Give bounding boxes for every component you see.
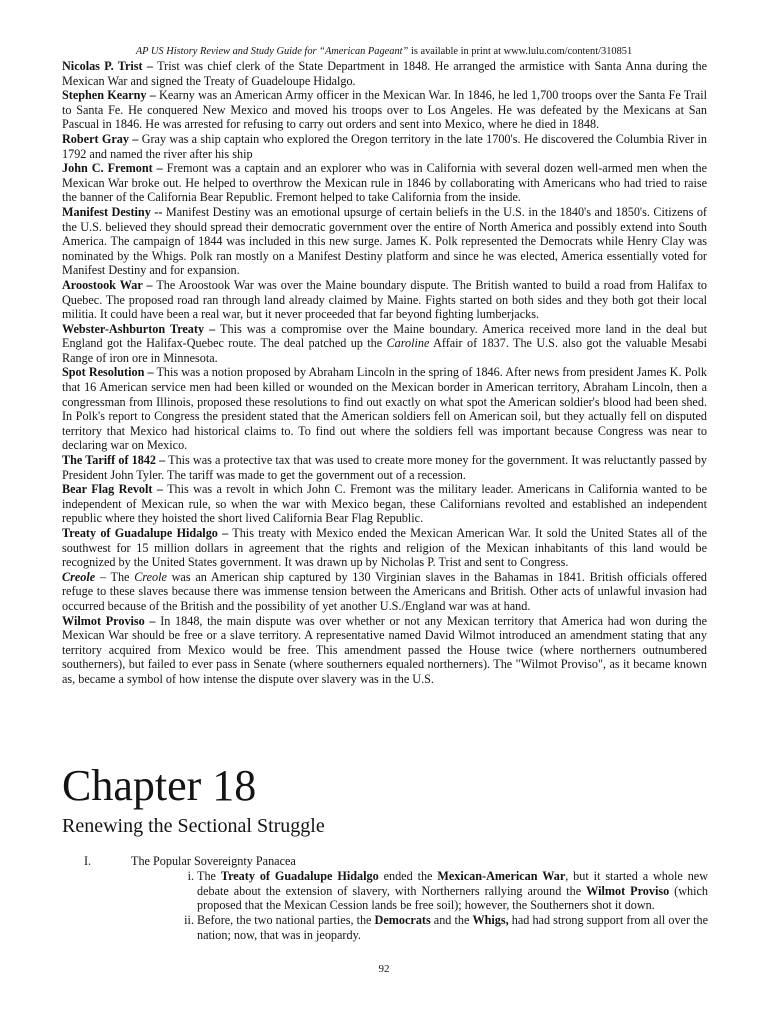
entry-italic-ship-name: Creole xyxy=(134,569,167,584)
entry-term-dash: – The xyxy=(95,569,135,584)
entry-manifest-destiny xyxy=(62,205,707,278)
entry-webster-ashburton-treaty xyxy=(62,322,707,366)
outline-item xyxy=(174,869,708,913)
chapter-title: Chapter 18 xyxy=(62,761,257,810)
outline-item-number: i. xyxy=(187,869,194,883)
entry-definition: Gray was a ship captain who explored the Oregon territory in the late 1700's. He discovered the Columbia River in 1792 and named the river after his ship xyxy=(62,131,707,161)
outline-numeral: I. xyxy=(84,854,92,868)
entry-term: The Tariff of 1842 – xyxy=(62,453,166,468)
entry-definition: This was a compromise over the Maine boundary. America received more land in the deal but England got the Halifax-Quebec route. The deal patched up the xyxy=(62,321,708,351)
entry-spot-resolution xyxy=(62,365,707,453)
entry-definition: Kearny was an American Army officer in the Mexican War. In 1846, he led 1,700 troops over the Santa Fe Trail to Santa Fe. He conquered New Mexico and moved his troops over to Los Angeles. He was defeated by the Mexicans at San Pascual in 1846. He was arrested for refusing to carry out orders and sent into Mexico, where he died in 1848. xyxy=(62,88,707,132)
entry-definition: Trist was chief clerk of the State Department in 1848. He arranged the armistice with Santa Anna during the Mexican War and signed the Treaty of Guadeloupe Hidalgo. xyxy=(62,59,707,88)
entry-term: John C. Fremont – xyxy=(62,161,163,176)
outline-bold-term: Treaty of Guadalupe Hidalgo xyxy=(220,869,379,883)
entry-definition: This treaty with Mexico ended the Mexican American War. It sold the United States all of the southwest for 15 million dollars in agreement that the rights and religion of the Mexican inhabitants of this land would be recognized by the United States government. It was drawn up by Nicholas P. Trist and sent to Congress. xyxy=(62,526,707,570)
glossary-entries xyxy=(62,59,707,687)
chapter-subtitle: Renewing the Sectional Struggle xyxy=(62,815,325,837)
entry-definition: Manifest Destiny was an emotional upsurge of certain beliefs in the U.S. in the 1840's and 1850's. Citizens of the U.S. believed they should spread their democratic government over the entire of North America and possibly extend into South America. The campaign of 1844 was included in this new surge. James K. Polk represented the Democrats while Henry Clay was nominated by the Whigs. Polk ran mostly on a Manifest Destiny platform and since he was elected, America essentially voted for Manifest Destiny and for expansion. xyxy=(62,204,707,278)
entry-term: Robert Gray – xyxy=(62,131,139,146)
entry-term: Nicolas P. Trist – xyxy=(62,59,154,73)
entry-definition: This was a notion proposed by Abraham Lincoln in the spring of 1846. After news from president James K. Polk that 16 American service men had been killed or wounded on the Mexican border in American territory, Abraham Lincoln, then a congressman from Illinois, proposed these resolutions to find out exactly on what spot the American soldier's blood had been shed. In Polk's report to Congress the president stated that the American soldiers fell on American soil, but they actually fell on disputed territory that Mexico had historical claims to. To find out where the soldiers fell was important because Congress was near to declaring war on Mexico. xyxy=(62,365,707,453)
entry-term: Treaty of Guadalupe Hidalgo – xyxy=(62,526,229,540)
entry-term: Spot Resolution – xyxy=(62,365,154,380)
entry-definition: Fremont was a captain and an explorer who was in California with several dozen well-armed men when the Mexican War broke out. He helped to overthrow the Mexican rule in 1846 by collaborating with Americans who had tried to raise the banner of the California Bear Republic. Fremont helped to take California from the inside. xyxy=(62,161,707,205)
header-print-info: is available in print at www.lulu.com/content/310851 xyxy=(408,46,633,57)
header-book-title: AP US History Review and Study Guide for “American Pageant” xyxy=(135,46,409,57)
entry-term: Creole xyxy=(62,569,96,584)
entry-definition-cont: Affair of 1837. The U.S. also got the valuable Mesabi Range of iron ore in Minnesota. xyxy=(62,336,707,365)
entry-john-fremont xyxy=(62,161,707,205)
entry-creole xyxy=(62,570,707,614)
outline-item xyxy=(174,913,708,942)
entry-term: Bear Flag Revolt – xyxy=(62,482,163,497)
entry-italic-ship-name: Caroline xyxy=(386,336,430,351)
outline-bold-term: Whigs, xyxy=(472,913,509,927)
entry-tariff-1842 xyxy=(62,453,707,482)
entry-treaty-guadalupe-hidalgo xyxy=(62,526,707,570)
outline-item-number: ii. xyxy=(184,913,194,927)
outline-bold-term: Mexican-American War xyxy=(437,869,566,883)
entry-definition: This was a revolt in which John C. Fremont was the military leader. Americans in California wanted to be independent of Mexican rule, so when the war with Mexico began, these Californians revolted and established an independent republic where they hoisted the short lived California Bear Flag Republic. xyxy=(62,482,707,526)
page-number: 92 xyxy=(378,963,390,975)
outline-bold-term: Democrats xyxy=(374,913,431,927)
entry-definition: was an American ship captured by 130 Virginian slaves in the Bahamas in 1841. British officials offered refuge to these slaves because there was immense tension between the Americans and British. Other acts of unlawful invasion had occurred because of the British and the possibility of yet another U.S./England war was at hand. xyxy=(62,569,707,613)
entry-stephen-kearny xyxy=(62,88,707,132)
entry-term: Manifest Destiny -- xyxy=(62,204,163,219)
entry-bear-flag-revolt xyxy=(62,482,707,526)
entry-definition: In 1848, the main dispute was over whether or not any Mexican territory that America had won during the Mexican War should be free or a slave territory. A representative named David Wilmot introduced an amendment stating that any territory acquired from Mexico would be free. This amendment passed the House twice (where northerners outnumbered southerners), but failed to ever pass in Senate (where southerners equaled northerners). The "Wilmot Proviso", as it became known as, became a symbol of how intense the dispute over slavery was in the U.S. xyxy=(62,613,707,686)
entry-definition: The Aroostook War was over the Maine boundary dispute. The British wanted to build a road from Halifax to Quebec. The proposed road ran through land already claimed by Maine. Fights started on both sides and they both got their local militia. It could have been a real war, but it never proceeded that far beyond fighting lumberjacks. xyxy=(62,277,707,322)
entry-term: Aroostook War – xyxy=(62,277,153,292)
entry-robert-gray xyxy=(62,132,707,161)
entry-term: Stephen Kearny – xyxy=(62,88,156,103)
outline-heading-text: The Popular Sovereignty Panacea xyxy=(131,854,296,868)
entry-term: Wilmot Proviso – xyxy=(62,613,156,628)
running-header xyxy=(0,46,768,58)
entry-wilmot-proviso xyxy=(62,614,707,687)
outline-item-text: Before, the two national parties, the Democrats and the Whigs, had had strong support from all over the nation; now, that was in jeopardy. xyxy=(197,913,708,942)
entry-definition: This was a protective tax that was used to create more money for the government. It was reluctantly passed by President John Tyler. The tariff was made to get the government out of a recession. xyxy=(62,453,707,482)
entry-term: Webster-Ashburton Treaty – xyxy=(62,321,216,336)
outline-bold-term: Wilmot Proviso xyxy=(586,883,670,898)
entry-nicolas-trist xyxy=(62,59,707,88)
outline-item-text: The Treaty of Guadalupe Hidalgo ended the Mexican-American War, but it started a whole new debate about the extension of slavery, with Northerners rallying around the Wilmot Proviso (which proposed that the Mexican Cession lands be free soil); however, the Southerners shot it down. xyxy=(197,869,708,913)
entry-aroostook-war xyxy=(62,278,707,322)
